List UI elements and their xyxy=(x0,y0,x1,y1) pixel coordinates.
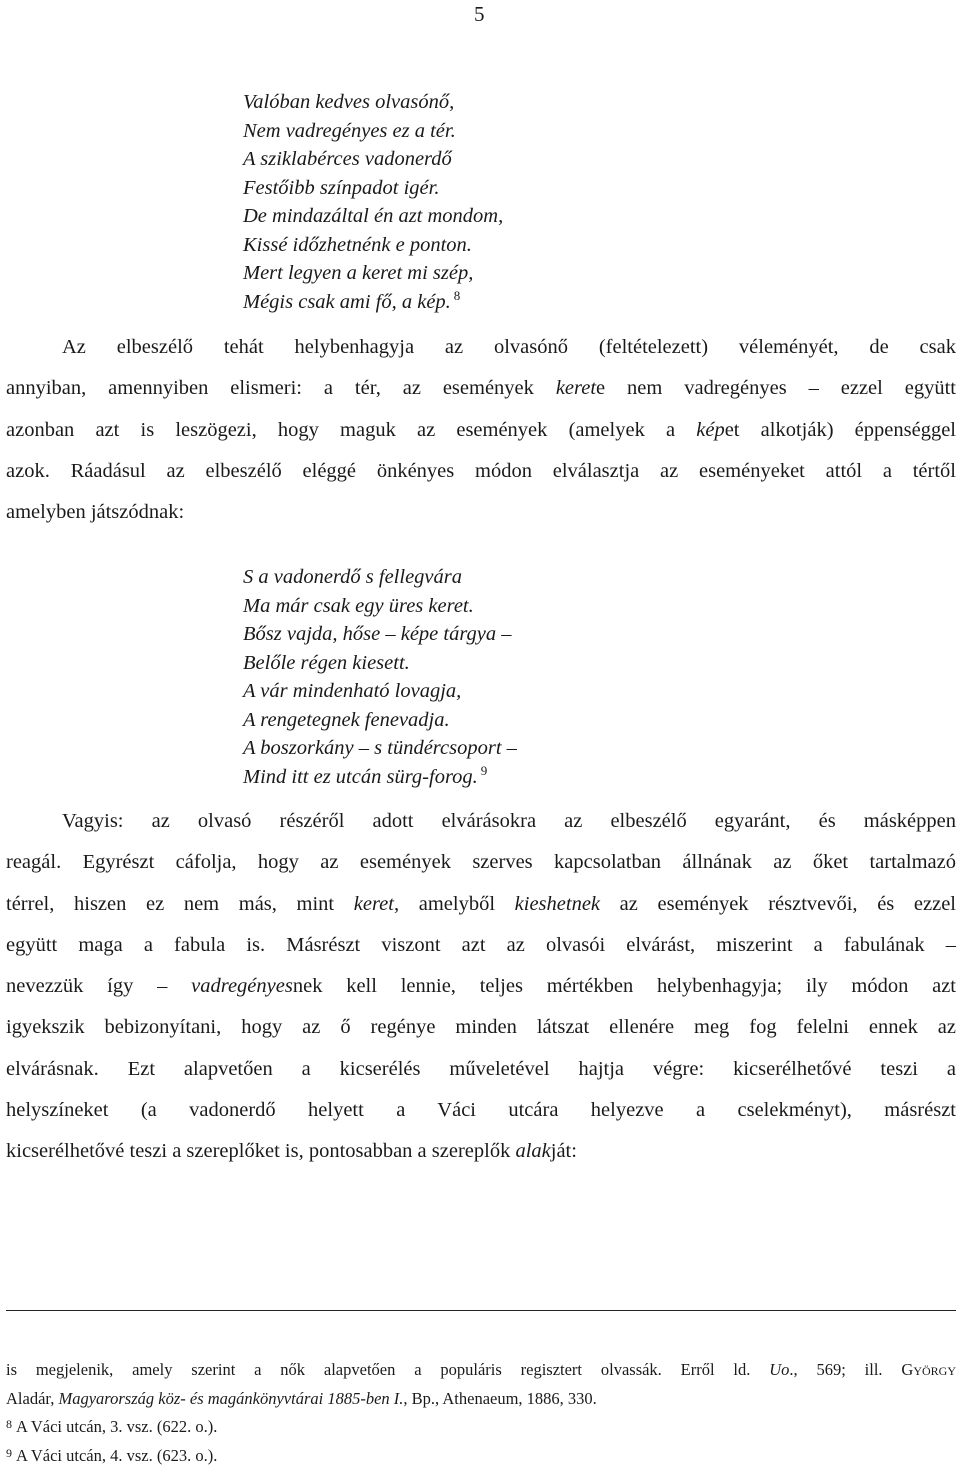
book-title: Magyarország köz- és magánkönyvtárai 1885-ben I. xyxy=(58,1388,404,1408)
verse-quote-2 xyxy=(243,563,517,791)
verse-line: A rengetegnek fenevadja. xyxy=(243,708,450,731)
emphasis-text: keret xyxy=(555,377,597,400)
verse-line: A sziklabérces vadonerdő xyxy=(243,148,452,170)
verse-line: De mindazáltal én azt mondom, xyxy=(243,205,504,227)
text-line: elvárásnak. Ezt alapvetően a kicserélés műveletével hajtja végre: kicserélhetővé teszi a xyxy=(6,1057,956,1080)
body-paragraph-1 xyxy=(6,327,956,533)
footnote-continuation-line xyxy=(6,1385,956,1414)
footnote-8 xyxy=(6,1413,956,1442)
emphasis-text: alak xyxy=(515,1140,551,1163)
footnote-text: A Váci utcán, 3. vsz. (622. o.). xyxy=(16,1417,218,1436)
text-run: azonban azt is leszögezi, hogy maguk az események (amelyek a xyxy=(6,418,697,441)
verse-line: Ma már csak egy üres keret. xyxy=(243,594,474,617)
emphasis-text: kép xyxy=(696,418,725,441)
footnote-9 xyxy=(6,1442,956,1471)
verse-line-text: Mégis csak ami fő, a kép. xyxy=(243,290,451,313)
text-run: kicserélhetővé teszi a szereplőket is, pontosabban a szereplők xyxy=(6,1140,516,1163)
emphasis-text: kieshetnek xyxy=(514,892,601,915)
verse-line xyxy=(243,763,517,792)
verse-line: S a vadonerdő s fellegvára xyxy=(243,566,463,588)
text-line: reagál. Egyrészt cáfolja, hogy az események szerves kapcsolatban állnának az őket tartalmazó xyxy=(6,851,956,874)
text-line xyxy=(6,410,956,451)
text-line xyxy=(6,884,956,925)
verse-line: Belőle régen kiesett. xyxy=(243,651,410,674)
text-run: ., 569; ill. xyxy=(789,1360,902,1379)
text-line: igyekszik bebizonyítani, hogy az ő regénye minden látszat ellenére meg fog felelni ennek az xyxy=(6,1016,956,1039)
text-run: nevezzük így – xyxy=(6,975,192,998)
verse-line: Valóban kedves olvasónő, xyxy=(243,91,455,113)
text-line xyxy=(6,368,956,409)
emphasis-text: keret xyxy=(353,892,394,915)
text-run: et alkotják) éppenséggel xyxy=(724,418,956,441)
footnote-ref-8[interactable]: 8 xyxy=(453,287,461,303)
text-line: azok. Ráadásul az elbeszélő eléggé önkényes módon elválasztja az eseményeket attól a tértől xyxy=(6,459,956,482)
footnotes xyxy=(6,1356,956,1470)
emphasis-text: Uo xyxy=(769,1360,790,1379)
verse-line xyxy=(243,288,503,317)
verse-line: A boszorkány – s tündércsoport – xyxy=(243,737,517,759)
emphasis-text: vadregényes xyxy=(191,975,293,998)
footnote-mark: 9 xyxy=(6,1445,12,1460)
text-line: amelyben játszódnak: xyxy=(6,501,185,524)
text-line xyxy=(6,966,956,1007)
verse-line: Mert legyen a keret mi szép, xyxy=(243,262,474,284)
page-number: 5 xyxy=(474,2,485,26)
verse-line: Nem vadregényes ez a tér. xyxy=(243,119,456,142)
verse-line-text: Mind itt ez utcán sürg-forog. xyxy=(243,765,478,788)
text-run: nek kell lennie, teljes mértékben helybenhagyja; ily módon azt xyxy=(292,975,956,998)
text-line: Vagyis: az olvasó részéről adott elvárásokra az elbeszélő egyaránt, és másképpen xyxy=(62,810,956,832)
body-paragraph-2 xyxy=(6,801,956,1173)
verse-line: Festőibb színpadot igér. xyxy=(243,176,440,199)
footnote-mark: 8 xyxy=(6,1417,12,1431)
text-run: , amelyből xyxy=(393,892,515,915)
text-run: annyiban, amennyiben elismeri: a tér, az események xyxy=(6,377,556,400)
text-run: , Bp., Athenaeum, 1886, 330. xyxy=(403,1388,597,1408)
verse-line: Bősz vajda, hőse – képe tárgya – xyxy=(243,623,512,645)
verse-line: Kissé időzhetnénk e ponton. xyxy=(243,233,472,256)
text-line: együtt maga a fabula is. Másrészt viszont azt az olvasói elvárást, miszerint a fabulának – xyxy=(6,933,956,956)
text-run: az események résztvevői, és ezzel xyxy=(600,892,956,915)
footnote-ref-9[interactable]: 9 xyxy=(480,762,488,778)
verse-quote-1 xyxy=(243,88,503,316)
text-run: Aladár, xyxy=(6,1388,59,1408)
author-name: György xyxy=(901,1360,956,1379)
text-line: Az elbeszélő tehát helybenhagyja az olvasónő (feltételezett) véleményét, de csak xyxy=(62,336,956,358)
footnote-text: A Váci utcán, 4. vsz. (623. o.). xyxy=(16,1445,218,1465)
footnote-continuation-line xyxy=(6,1356,956,1385)
verse-line: A vár mindenható lovagja, xyxy=(243,680,462,702)
text-run: térrel, hiszen ez nem más, mint xyxy=(6,892,354,915)
text-run: ját: xyxy=(550,1140,577,1163)
footnote-separator xyxy=(6,1310,956,1311)
text-run: e nem vadregényes – ezzel együtt xyxy=(596,377,956,400)
text-line: helyszíneket (a vadonerdő helyett a Váci utcára helyezve a cselekményt), másrészt xyxy=(6,1099,956,1122)
text-line xyxy=(6,1131,956,1172)
text-run: is megjelenik, amely szerint a nők alapvetően a populáris regisztert olvassák. Erről ld. xyxy=(6,1360,770,1379)
